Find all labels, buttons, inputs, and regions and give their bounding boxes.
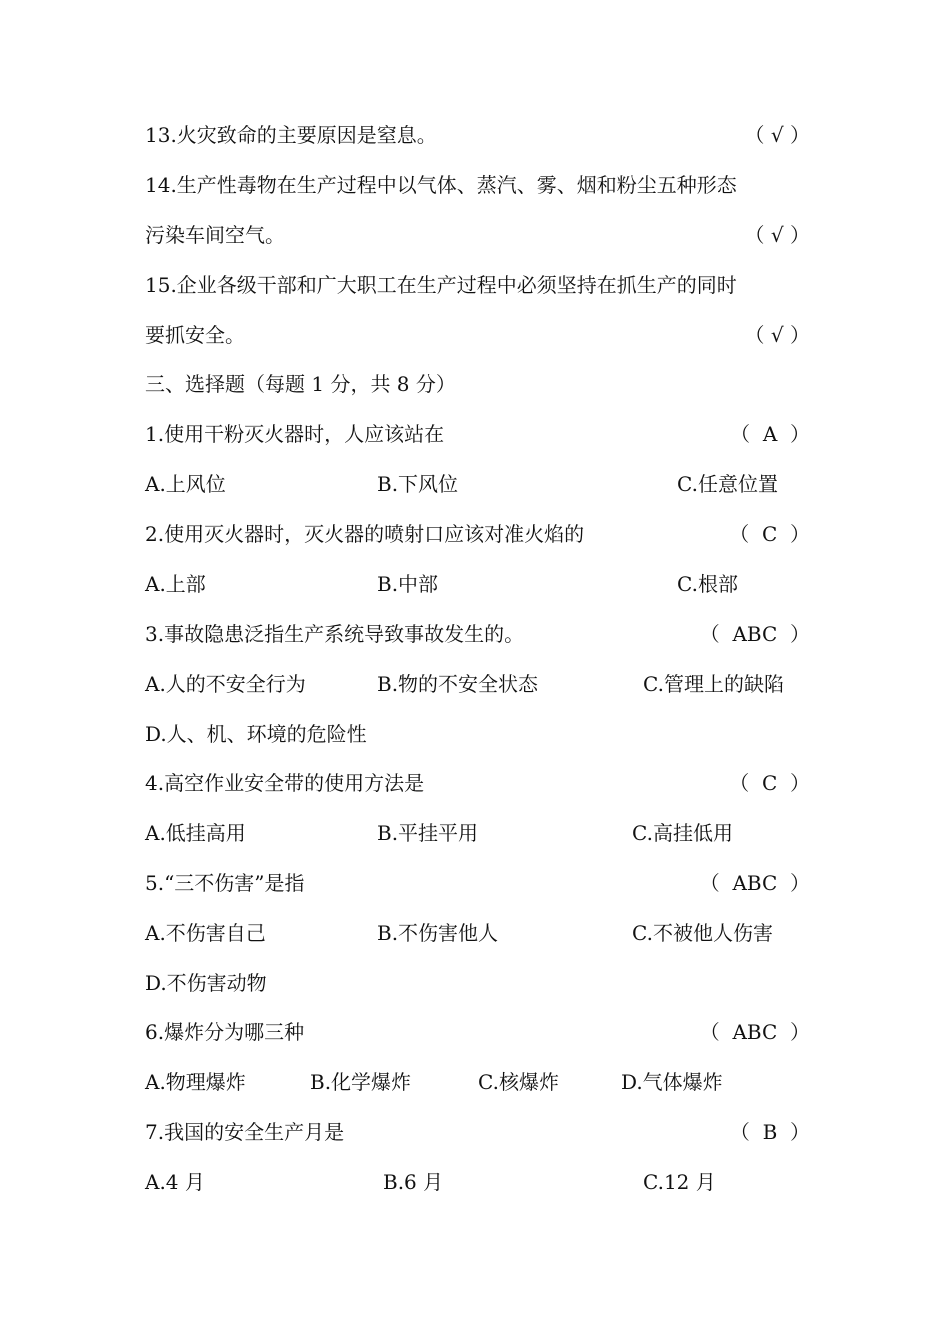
question-stem: 6.爆炸分为哪三种 [145, 1020, 305, 1044]
answer-mark: （ A ） [730, 422, 810, 446]
option-c: C.核爆炸 [478, 1070, 559, 1094]
question-1 [145, 417, 810, 451]
option-d: D.人、机、环境的危险性 [145, 722, 367, 746]
judgement-item-13 [145, 118, 810, 152]
option-c: C.12 月 [643, 1170, 716, 1194]
question-3 [145, 617, 810, 651]
option-c: C.不被他人伤害 [632, 921, 773, 945]
answer-mark: （ ABC ） [699, 871, 810, 895]
question-6 [145, 1015, 810, 1049]
question-2 [145, 517, 810, 551]
option-a: A.物理爆炸 [145, 1070, 246, 1094]
judgement-item-15 [145, 268, 810, 302]
question-stem: 4.高空作业安全带的使用方法是 [145, 771, 425, 795]
question-2-options [145, 567, 810, 601]
option-a: A.不伤害自己 [145, 921, 266, 945]
judgement-item-14-cont [145, 218, 810, 252]
question-5-options [145, 916, 810, 950]
option-b: B.6 月 [383, 1170, 444, 1194]
option-a: A.人的不安全行为 [145, 672, 306, 696]
question-3-options [145, 667, 810, 701]
question-text: 14.生产性毒物在生产过程中以气体、蒸汽、雾、烟和粉尘五种形态 [145, 173, 737, 197]
answer-mark: （ √ ） [744, 223, 810, 247]
question-stem: 3.事故隐患泛指生产系统导致事故发生的。 [145, 622, 525, 646]
option-b: B.不伤害他人 [377, 921, 499, 945]
question-text: 要抓安全。 [145, 323, 245, 347]
option-b: B.物的不安全状态 [377, 672, 539, 696]
question-text: 污染车间空气。 [145, 223, 285, 247]
answer-mark: （ C ） [729, 771, 810, 795]
option-a: A.上风位 [145, 472, 226, 496]
question-4-options [145, 816, 810, 850]
question-3-options-cont [145, 717, 810, 751]
option-b: B.中部 [377, 572, 439, 596]
option-c: C.管理上的缺陷 [643, 672, 784, 696]
question-6-options [145, 1065, 810, 1099]
answer-mark: （ ABC ） [699, 1020, 810, 1044]
section-title: 三、选择题（每题 1 分，共 8 分） [145, 372, 456, 396]
option-a: A.4 月 [145, 1170, 205, 1194]
question-7-options [145, 1165, 810, 1199]
question-1-options [145, 467, 810, 501]
question-4 [145, 766, 810, 800]
answer-mark: （ B ） [729, 1120, 810, 1144]
option-c: C.高挂低用 [632, 821, 733, 845]
answer-mark: （ √ ） [744, 323, 810, 347]
question-stem: 2.使用灭火器时，灭火器的喷射口应该对准火焰的 [145, 522, 585, 546]
question-5 [145, 866, 810, 900]
question-stem: 1.使用干粉灭火器时，人应该站在 [145, 422, 445, 446]
question-stem: 5.“三不伤害”是指 [145, 871, 305, 895]
question-5-options-cont [145, 966, 810, 1000]
option-d: D.气体爆炸 [621, 1070, 723, 1094]
answer-mark: （ ABC ） [699, 622, 810, 646]
option-b: B.平挂平用 [377, 821, 479, 845]
question-7 [145, 1115, 810, 1149]
section-heading [145, 367, 810, 401]
option-d: D.不伤害动物 [145, 971, 267, 995]
answer-mark: （ C ） [729, 522, 810, 546]
answer-mark: （ √ ） [744, 123, 810, 147]
option-b: B.化学爆炸 [310, 1070, 412, 1094]
question-text: 13.火灾致命的主要原因是窒息。 [145, 123, 437, 147]
option-a: A.上部 [145, 572, 206, 596]
judgement-item-15-cont [145, 318, 810, 352]
option-a: A.低挂高用 [145, 821, 246, 845]
question-text: 15.企业各级干部和广大职工在生产过程中必须坚持在抓生产的同时 [145, 273, 737, 297]
option-b: B.下风位 [377, 472, 459, 496]
judgement-item-14 [145, 168, 810, 202]
option-c: C.任意位置 [677, 472, 778, 496]
question-stem: 7.我国的安全生产月是 [145, 1120, 345, 1144]
option-c: C.根部 [677, 572, 738, 596]
